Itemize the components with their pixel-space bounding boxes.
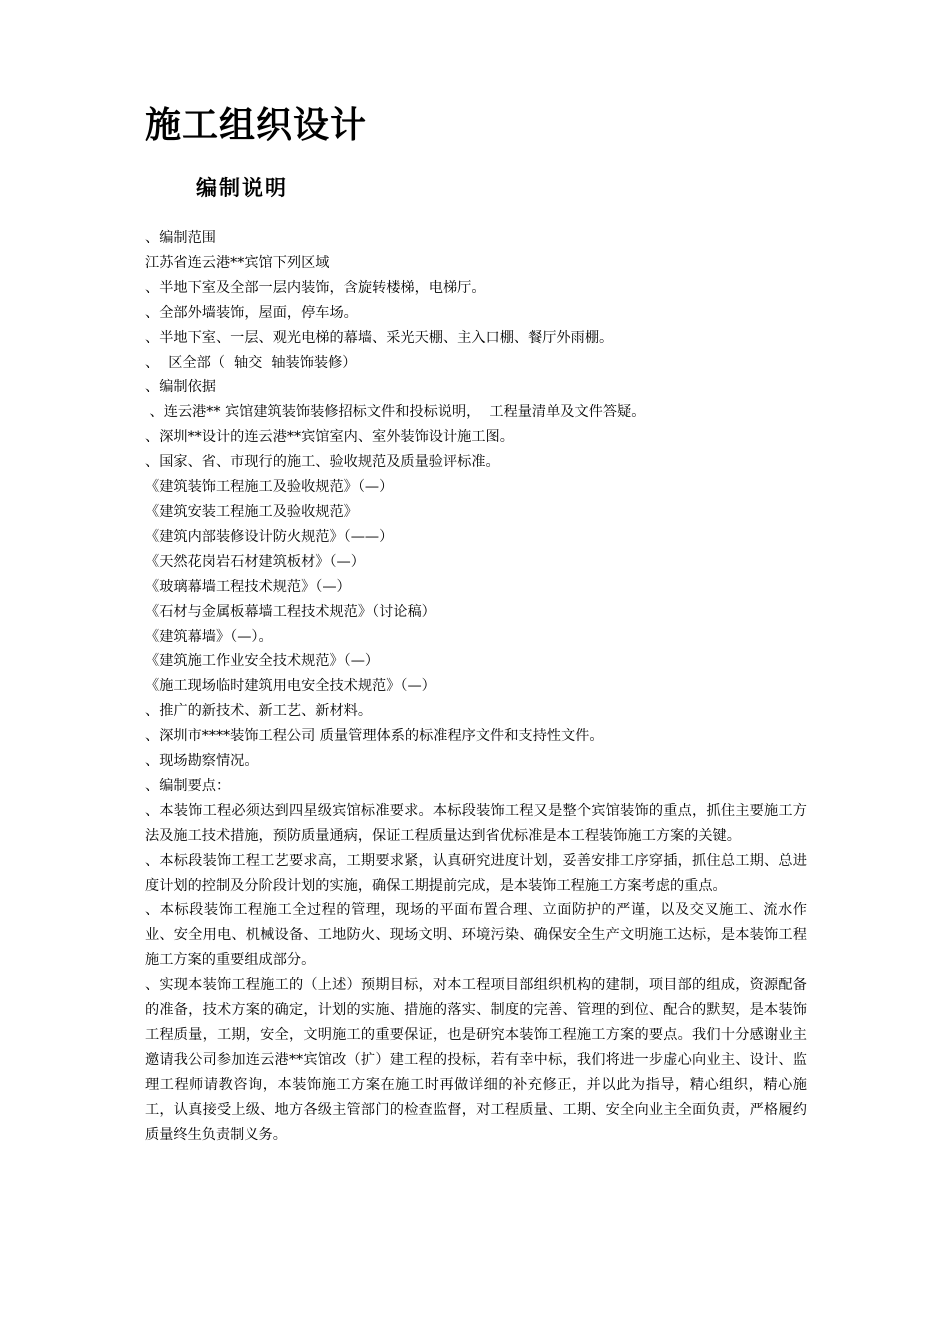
text-line: 、 区全部（ 轴交 轴装饰装修） xyxy=(145,354,357,371)
text-line: 、深圳**设计的连云港**宾馆室内、室外装饰设计施工图。 xyxy=(145,429,514,446)
document-body xyxy=(145,226,807,1148)
paragraph: 、本标段装饰工程施工全过程的管理，现场的平面布置合理、立面防护的严谨，以及交叉施工、流水作业、安全用电、机械设备、工地防火、现场文明、环境污染、确保安全生产文明施工达标，是本装饰工程施工方案的重要组成部分。 xyxy=(145,902,807,969)
paragraph: 、实现本装饰工程施工的（上述）预期目标，对本工程项目部组织机构的建制，项目部的组成，资源配备的准备，技术方案的确定，计划的实施、措施的落实、制度的完善、管理的到位、配合的默契，是本装饰工程质量，工期，安全，文明施工的重要保证，也是研究本装饰工程施工方案的要点。我们十分感谢业主邀请我公司参加连云港**宾馆改（扩）建工程的投标，若有幸中标，我们将进一步虚心向业主、设计、监理工程师请教咨询，本装饰施工方案在施工时再做详细的补充修正，并以此为指导，精心组织，精心施工，认真接受上级、地方各级主管部门的检查监督，对工程质量、工期、安全向业主全面负责，严格履约质量终生负责制义务。 xyxy=(145,977,807,1143)
text-line: 、编制要点： xyxy=(145,777,231,794)
text-line: 《石材与金属板幕墙工程技术规范》（讨论稿） xyxy=(145,603,436,620)
text-line: 《天然花岗岩石材建筑板材》（—） xyxy=(145,553,365,570)
text-line: 、深圳市****装饰工程公司 质量管理体系的标准程序文件和支持性文件。 xyxy=(145,728,604,745)
paragraph: 、本装饰工程必须达到四星级宾馆标准要求。本标段装饰工程又是整个宾馆装饰的重点，抓住主要施工方法及施工技术措施，预防质量通病，保证工程质量达到省优标准是本工程装饰施工方案的关键。 xyxy=(145,802,807,844)
text-line: 、编制范围 xyxy=(145,230,216,246)
text-line: 《建筑装饰工程施工及验收规范》（—） xyxy=(145,479,394,496)
text-line: 、国家、省、市现行的施工、验收规范及质量验评标准。 xyxy=(145,454,500,471)
text-line: 《建筑幕墙》（—）。 xyxy=(145,628,273,645)
text-line: 、推广的新技术、新工艺、新材料。 xyxy=(145,703,373,720)
text-line: 《建筑施工作业安全技术规范》（—） xyxy=(145,653,380,670)
text-line: 、现场勘察情况。 xyxy=(145,753,259,770)
text-line: 、全部外墙装饰，屋面，停车场。 xyxy=(145,304,358,321)
text-line: 《建筑内部装修设计防火规范》（——） xyxy=(145,528,394,545)
text-line: 、半地下室、一层、观光电梯的幕墙、采光天棚、主入口棚、餐厅外雨棚。 xyxy=(145,329,614,346)
text-line: 、半地下室及全部一层内装饰，含旋转楼梯，电梯厅。 xyxy=(145,279,486,296)
text-line: 《施工现场临时建筑用电安全技术规范》（—） xyxy=(145,678,436,695)
text-line: 江苏省连云港**宾馆下列区域 xyxy=(145,254,330,271)
text-line: 《建筑安装工程施工及验收规范》 xyxy=(145,503,358,520)
section-heading: 编制说明 xyxy=(196,175,288,200)
document-title: 施工组织设计 xyxy=(145,104,368,146)
text-line: 、连云港** 宾馆建筑装饰装修招标文件和投标说明， 工程量清单及文件答疑。 xyxy=(145,404,646,421)
paragraph: 、本标段装饰工程工艺要求高，工期要求紧，认真研究进度计划，妥善安排工序穿插，抓住总工期、总进度计划的控制及分阶段计划的实施，确保工期提前完成，是本装饰工程施工方案考虑的重点。 xyxy=(145,852,807,894)
text-line: 《玻璃幕墙工程技术规范》（—） xyxy=(145,578,351,595)
text-line: 、编制依据 xyxy=(145,379,216,396)
